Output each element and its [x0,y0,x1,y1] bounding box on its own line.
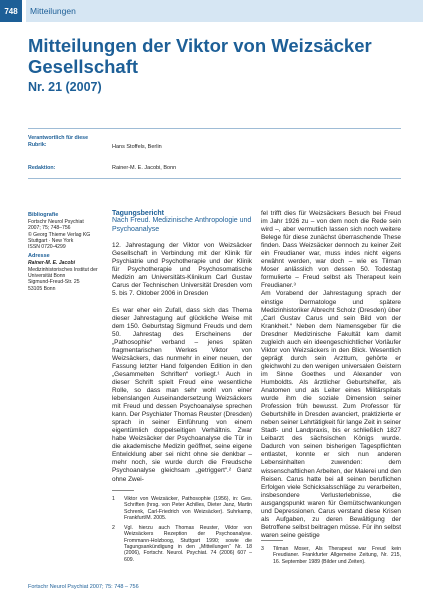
meta-label-editor: Redaktion: [28,165,56,171]
paragraph: Es war eher ein Zufall, dass sich das Thema dieser Jahrestagung auf glückliche Weise mit dem 150. Geburtstag Sigmund Freuds und dem 50. Jahrestag des Erscheinens der „Pathosophie“ verband – jenes späten fragmentarischen Werkes Viktor von Weizsäckers, das nunmehr in einer neuen, der Fassung letzter Hand folgenden Edition in den „Gesammelten Schriften“ vorliegt.¹ Auch in dieser Schrift spielt Freud eine wesentliche Rolle, so dass man sehr wohl von einer lebenslangen Auseinandersetzung Weizsäckers mit Freud und dessen Psychoanalyse sprechen kann. Der Psychiater Thomas Reuster (Dresden) sprach in seiner Einführung von einem eigentümlich doppelseitigen Verhältnis. Zwar habe Weizsäcker der Psychoanalyse die Tür in die akademische Medizin geöffnet, seine eigene Entwicklung aber sei nicht ohne sie denkbar – mehr noch, sie wurde durch die Freudsche Psychoanalyse gleichsam „getriggert“.² Ganz ohne Zwei- [112,306,252,483]
bibliography-block [28,212,108,292]
meta-value-responsible: Hans Stoffels, Berlin [112,144,162,150]
paragraph: fel trifft dies für Weizsäckers Besuch bei Freud im Jahr 1926 zu – von dem noch die Rede sein wird –, aber vermutlich lassen sich noch weitere Belege für diese zunächst überraschende These finden. Dass Weizsäcker dennoch zu keiner Zeit ein Freudianer war, muss indes nicht eigens erwähnt werden, war doch – wie es Tilman Moser anlässlich von dessen 50. Todestag formulierte – Freud selbst als Therapeut kein Freudianer.³ [261,210,401,290]
footnote: 1 Viktor von Weizsäcker, Pathosophie (1956), in: Ges. Schriften (hrsg. von Peter Achilles, Dieter Janz, Martin Schrenk, Carl-Friedrich von Weizsäcker). Suhrkamp, Frankfurt/M. 2005. [112,496,252,521]
article-subtitle: Nach Freud. Medizinische Anthropologie und Psychoanalyse [112,217,252,233]
bibliography-heading: Bibliografie [28,212,59,218]
issue-number: Nr. 21 (2007) [28,80,102,94]
footnote-rule [112,490,134,491]
footnotes-column-1 [112,496,252,567]
bibliography-line: ISSN 0720-4299 [28,244,66,251]
footnote: 2 Vgl. hierzu auch Thomas Reuster, Viktor von Weizsäckers Rezeption der Psychoanalyse. Frommann-Holzboog, Stuttgart 1990; sowie die Tagungsankündigung in den „Mitteilungen“ Nr. 18 (2006), Fortschr. Neurol. Psychiat. 74 (2006) 607 – 609. [112,525,252,563]
section-header: Mitteilungen [26,0,423,22]
address-line: Sigmund-Freud-Str. 25 [28,279,80,286]
page-footer: Fortschr Neurol Psychiat 2007; 75: 748 – 756 [28,584,139,590]
paragraph: Am Vorabend der Jahrestagung sprach der einstige Dermatologe und spätere Medizinhistoriker Albrecht Scholz (Dresden) über „Carl Gustav Carus und sein Bild von der Krankheit.“ Neben dem Namensgeber für die Dresdner Medizinische Fakultät kam damit zugleich auch ein ideengeschichtlicher Vorläufer Viktor von Weizsäckers in den Blick. Wesentlich geprägt durch sein Arzttum, gehörte er gleichwohl zu den wenigen universalen Geistern im Sinne Goethes und Alexander von Humboldts. Als ärztlicher Geburtshelfer, als Anatomen und als Leiter eines Militärspitals wurde ihm die soziale Dimension seiner Profession früh bewusst. Zum Professor für Geburtshilfe in Dresden avanciert, praktizierte er neben seiner Lehrtätigkeit für lange Zeit in seiner Stadt- und Landpraxis, bis er schließlich 1827 Leibarzt des sächsischen Königs wurde. Dadurch von seinen bisherigen Tagespflichten entlastet, konnte er sich nun anderen Lebensinhalten zuwenden: dem wissenschaftlichen Arbeiten, der Malerei und den Reisen. Carus hatte bei all seinen beruflichen Erfolgen viele Schicksalsschläge zu verarbeiten, insbesondere Verlusterlebnisse, die ausgangspunkt waren für Gemütschwankungen und Depressionen. Carus verstand diese Krisen als Aufgaben, zu deren Bewältigung der Betroffene selbst beitragen müsse. Für ihn selbst waren seine geistige [261,290,401,539]
page-number: 748 [0,0,22,22]
bibliography-line: Fortschr Neurol Psychiat [28,219,84,225]
address-line: Universität Bonn [28,273,66,280]
paragraph: 12. Jahrestagung der Viktor von Weizsäcker Gesellschaft in Verbindung mit der Klinik für Psychiatrie und Psychotherapie und der Klinik für Psychotherapie und Psychosomatische Medizin am Universitäts-Klinikum Carl Gustav Carus der Technischen Universität Dresden vom 5. bis 7. Oktober 2006 in Dresden [112,242,252,298]
bibliography-line: © Georg Thieme Verlag KG [28,231,91,238]
bibliography-line: Stuttgart · New York [28,237,74,244]
address-line: 53105 Bonn [28,285,56,292]
meta-label-responsible: Verantwortlich für diese Rubrik: [28,135,89,148]
address-name: Rainer-M. E. Jacobi [28,260,75,267]
address-heading: Adresse [28,253,50,260]
divider [28,128,401,129]
bibliography-line: 2007; 75; 748–756 [28,225,71,232]
article-column-2 [261,210,401,540]
footnote: 3 Tilman Moser, Als Therapeut war Freud kein Freudianer. Frankfurter Allgemeine Zeitung, Nr. 215, 16. September 1989 (Bilder und Zeiten). [261,546,401,565]
article-column-1 [112,210,252,484]
divider [28,178,401,179]
page-title: Mitteilungen der Viktor von Weizsäcker Gesellschaft [28,35,372,77]
article-section: Tagungsbericht [112,210,164,217]
address-line: Medizinhistorisches Institut der [28,266,98,273]
footnotes-column-2 [261,546,401,569]
footnote-rule [261,540,283,541]
meta-value-editor: Rainer-M. E. Jacobi, Bonn [112,165,177,171]
